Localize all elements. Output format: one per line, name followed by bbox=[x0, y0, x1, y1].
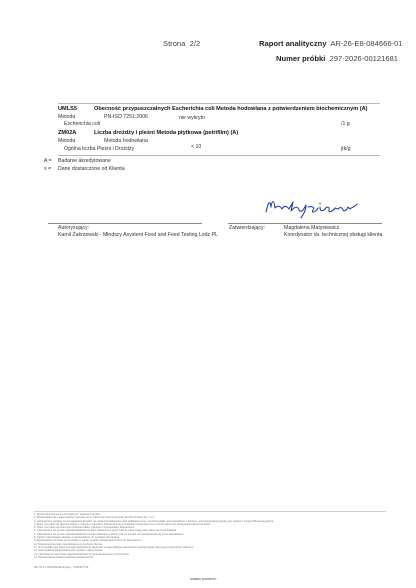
sample-number bbox=[276, 54, 398, 63]
method-label: Metoda bbox=[58, 114, 76, 120]
method-value: PN-ISO 7251:2006 bbox=[104, 114, 148, 120]
page-number bbox=[163, 39, 200, 48]
page-label: Strona bbox=[163, 39, 186, 48]
footnote: 3. Laboratorium zgodnie ze wymaganiami Eurofins nie może być traktowane jako podstawa oceny wyrobów badań, jest uzgodnione z klientem, jeśli interpretacja wyniku jest zgodna z wyspecyfikowaną granicą bbox=[34, 519, 274, 523]
param-unit: jtk/g bbox=[341, 146, 351, 152]
footnote: 10. Niepewność pomiaru jest dostępna na życzenie Klienta. bbox=[34, 542, 103, 546]
footnote: 7. Laboratorium nie ponosi odpowiedzialności za etap pobierania próbek, jeśli nie zostało ono przeprowadzone przez laboratorium. bbox=[34, 532, 185, 536]
report-value: AR-26-E8-084666-01 bbox=[330, 39, 403, 48]
approver-role: Koordynator ds. technicznej obsługi klienta bbox=[284, 232, 383, 238]
footer-reference: NP: PL17-05/2006/AE Region: 1/026877/49 bbox=[34, 565, 89, 569]
end-of-report: KONIEC RAPORTU bbox=[190, 577, 217, 581]
legend-text: Dane dostarczone od Klienta bbox=[58, 166, 125, 172]
footnote: 2. Wyniki badań nie mogą posłużyć narzędzi ani w całości bez pisemnej zgody Eurofins Polska Sp. z o.o. bbox=[34, 516, 155, 520]
legend-key: A = bbox=[44, 158, 52, 164]
method-value: Metoda hodowlana bbox=[104, 138, 148, 144]
param-result: < 10 bbox=[191, 144, 202, 150]
results-top-rule bbox=[58, 103, 380, 104]
sample-label: Numer próbki bbox=[276, 54, 326, 63]
report-number bbox=[259, 39, 403, 48]
signature-line-left bbox=[48, 223, 202, 224]
approver-label: Zatwierdzający: bbox=[229, 225, 266, 231]
legend-key: x = bbox=[44, 166, 52, 172]
approver-name: Magdalena Matysiewicz bbox=[284, 225, 340, 231]
page-value: 2/2 bbox=[189, 39, 201, 48]
handwritten-signature bbox=[262, 193, 362, 219]
test-title-zm02a: Liczba drożdży i pleśni Metoda płytkowa (petrifilm) (A) bbox=[94, 130, 239, 136]
footnote: 5. Klient ma prawo do obecności podczas badań. Zgodnie z wymaganiami laboratorium. bbox=[34, 526, 136, 530]
test-title-umls5: Obecność przypuszczalnych Escherichia coli Metoda hodowlana z potwierdzeniem biochemicznym (A) bbox=[94, 106, 368, 112]
param-name: Ogólna liczba Pleśni i Drożdży bbox=[64, 146, 135, 152]
footnotes bbox=[34, 513, 386, 559]
authorizer-label: Autoryzujący: bbox=[58, 225, 90, 231]
footnote: 8. Opinie i interpretacje zawarte w sprawozdaniu nie są objęte akredytacją. bbox=[34, 536, 120, 540]
footnote: 6. Laboratorium nie ponosi odpowiedzialności za dane dostarczone przez Klienta, które mogą mieć wpływ na wynik badania. bbox=[34, 529, 177, 533]
footnote: 1. Wyniki odnoszą się do otrzymanych i badanych próbek. bbox=[34, 513, 101, 516]
results-bottom-rule bbox=[58, 155, 380, 156]
signature-line-right bbox=[228, 223, 382, 224]
footnote: 11. W przypadku gdy Klient wymaga stwierdzenia zgodności ze specyfikacją, laboratorium stosuje regułę decyzyjną uzgodnioną z klientem. bbox=[34, 545, 194, 549]
legend-text: Badanie akredytowane bbox=[58, 158, 111, 164]
param-unit: /1 g bbox=[341, 121, 350, 127]
sample-value: 297-2026-00121681 bbox=[329, 54, 399, 63]
footnote: 4. Klient ma prawo do złożenia skargi w związku z raportem. Dopuszcza się przekazanie skargi pisemne w formie pisemnej, drogą elektroniczną na adres bbox=[34, 522, 211, 526]
footnote: 13. Laboratorium nie ponosi odpowiedzialności za dane dostarczone przez Klienta. bbox=[34, 552, 130, 556]
report-label: Raport analityczny bbox=[259, 39, 327, 48]
footnote: 14. Sprawozdanie zostało podpisane elektronicznie. bbox=[34, 555, 94, 559]
test-code-zm02a: ZM02A bbox=[58, 130, 77, 136]
method-label: Metoda bbox=[58, 138, 76, 144]
param-name: Escherichia coli bbox=[64, 121, 101, 127]
footnotes-rule bbox=[34, 511, 386, 512]
footnote: 12. Data wydania sprawozdania jest zgodna z datą podpisu. bbox=[34, 549, 104, 553]
authorizer-name: Kamil Zakrzewski - Młodszy Asystent Food and Feed Testing Lodz PL bbox=[58, 232, 218, 238]
footnote: 9. Wyniki badań odnoszą się do próbki w stanie, w jakim została dostarczona do laboratorium. bbox=[34, 539, 142, 543]
param-result: nie wykryto bbox=[179, 115, 205, 121]
test-code-umls5: UMLS5 bbox=[58, 106, 77, 112]
